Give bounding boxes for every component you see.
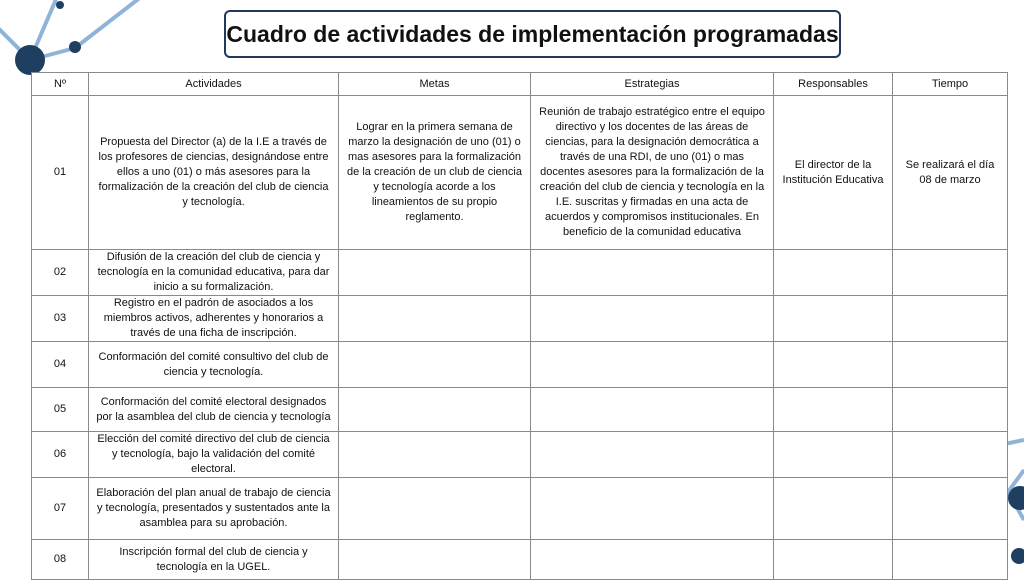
activity-cell: Conformación del comité consultivo del club de ciencia y tecnología.	[89, 342, 339, 388]
time-cell	[893, 432, 1008, 478]
row-number: 07	[32, 478, 89, 540]
time-cell	[893, 540, 1008, 580]
activity-cell: Elección del comité directivo del club de ciencia y tecnología, bajo la validación del comité electoral.	[89, 432, 339, 478]
col-header-num: Nº	[32, 73, 89, 96]
goal-cell	[339, 250, 531, 296]
activities-table	[31, 72, 1008, 580]
goal-cell: Lograr en la primera semana de marzo la designación de uno (01) o mas asesores para la formalización de la creación de un club de ciencia y tecnología acorde a los lineamientos de su propio reglamento.	[339, 96, 531, 250]
responsible-cell	[774, 540, 893, 580]
goal-cell	[339, 478, 531, 540]
activity-cell: Registro en el padrón de asociados a los miembros activos, adherentes y honorarios a través de una ficha de inscripción.	[89, 296, 339, 342]
activity-cell: Propuesta del Director (a) de la I.E a través de los profesores de ciencias, designándose entre ellos a uno (01) o más asesores para la formalización de la creación del club de ciencia y tecnología.	[89, 96, 339, 250]
table-row	[32, 388, 1008, 432]
responsible-cell	[774, 250, 893, 296]
strategy-cell	[531, 250, 774, 296]
table-row	[32, 432, 1008, 478]
strategy-cell	[531, 342, 774, 388]
time-cell	[893, 342, 1008, 388]
row-number: 05	[32, 388, 89, 432]
time-cell	[893, 296, 1008, 342]
responsible-cell	[774, 296, 893, 342]
goal-cell	[339, 296, 531, 342]
activity-cell: Conformación del comité electoral designados por la asamblea del club de ciencia y tecnología	[89, 388, 339, 432]
node-dot	[15, 45, 45, 75]
table-header-row	[32, 73, 1008, 96]
strategy-cell	[531, 432, 774, 478]
responsible-cell	[774, 432, 893, 478]
row-number: 06	[32, 432, 89, 478]
activity-cell: Difusión de la creación del club de ciencia y tecnología en la comunidad educativa, para dar inicio a su formalización.	[89, 250, 339, 296]
col-header-estrategias: Estrategias	[531, 73, 774, 96]
table-row	[32, 96, 1008, 250]
col-header-metas: Metas	[339, 73, 531, 96]
col-header-responsables: Responsables	[774, 73, 893, 96]
node-dot	[56, 1, 64, 9]
table-row	[32, 296, 1008, 342]
row-number: 08	[32, 540, 89, 580]
row-number: 01	[32, 96, 89, 250]
time-cell	[893, 388, 1008, 432]
strategy-cell: Reunión de trabajo estratégico entre el equipo directivo y los docentes de las áreas de ciencias, para la designación democrática a través de una RDI, de uno (01) o mas docentes asesores para la formalización de la creación del club de ciencia y tecnología en la I.E. suscritas y firmadas en una acta de acuerdos y compromisos institucionales. En beneficio de la comunidad educativa	[531, 96, 774, 250]
row-number: 04	[32, 342, 89, 388]
page-title: Cuadro de actividades de implementación programadas	[226, 20, 839, 47]
table-row	[32, 250, 1008, 296]
strategy-cell	[531, 296, 774, 342]
responsible-cell	[774, 388, 893, 432]
time-cell	[893, 478, 1008, 540]
time-cell: Se realizará el día 08 de marzo	[893, 96, 1008, 250]
activity-cell: Inscripción formal del club de ciencia y tecnología en la UGEL.	[89, 540, 339, 580]
node-dot	[69, 41, 81, 53]
table-row	[32, 540, 1008, 580]
activity-cell: Elaboración del plan anual de trabajo de ciencia y tecnología, presentados y sustentados ante la asamblea para su aprobación.	[89, 478, 339, 540]
time-cell	[893, 250, 1008, 296]
responsible-cell: El director de la Institución Educativa	[774, 96, 893, 250]
strategy-cell	[531, 478, 774, 540]
row-number: 02	[32, 250, 89, 296]
col-header-actividades: Actividades	[89, 73, 339, 96]
table-row	[32, 478, 1008, 540]
goal-cell	[339, 432, 531, 478]
title-box	[224, 10, 841, 58]
goal-cell	[339, 342, 531, 388]
strategy-cell	[531, 540, 774, 580]
responsible-cell	[774, 342, 893, 388]
row-number: 03	[32, 296, 89, 342]
responsible-cell	[774, 478, 893, 540]
node-dot	[1011, 548, 1024, 564]
table-row	[32, 342, 1008, 388]
goal-cell	[339, 388, 531, 432]
strategy-cell	[531, 388, 774, 432]
goal-cell	[339, 540, 531, 580]
col-header-tiempo: Tiempo	[893, 73, 1008, 96]
